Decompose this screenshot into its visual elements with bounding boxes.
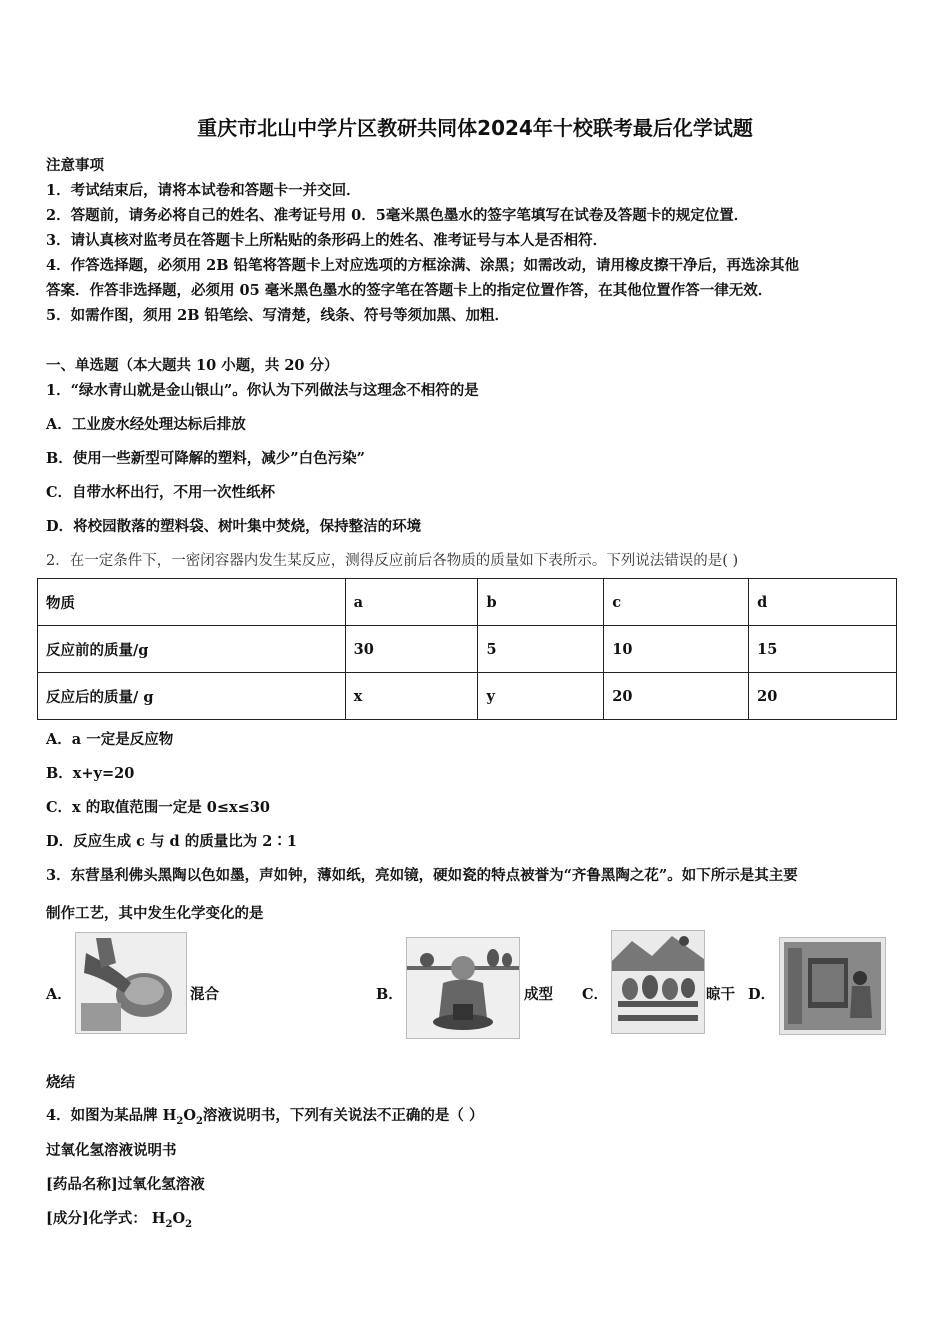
question-stem: 3．东营垦利佛头黑陶以色如墨，声如钟，薄如纸，亮如镜，硬如瓷的特点被誉为“齐鲁黑陶之花”。如下所示是其主要: [46, 867, 798, 884]
option-b: B．使用一些新型可降解的塑料，减少”白色污染”: [46, 450, 365, 467]
table-cell: 20: [604, 673, 749, 720]
leaflet-title: 过氧化氢溶液说明书: [46, 1142, 177, 1159]
option-b-label: 成型: [524, 986, 553, 1003]
table-cell: d: [749, 579, 897, 626]
option-a: A．a 一定是反应物: [46, 731, 174, 748]
leaflet-text: O: [172, 1210, 186, 1227]
q4-stem-text: O: [183, 1107, 196, 1124]
leaflet-line: [46, 1207, 192, 1230]
table-cell: a: [345, 579, 478, 626]
leaflet-line: [药品名称]过氧化氢溶液: [46, 1176, 205, 1193]
question-stem: 2．在一定条件下，一密闭容器内发生某反应，测得反应前后各物质的质量如下表所示。下列说法错误的是( ): [46, 553, 739, 569]
option-d-label: 烧结: [46, 1074, 75, 1091]
notice-item: 1．考试结束后，请将本试卷和答题卡一并交回．: [46, 182, 361, 199]
notice-item: 答案．作答非选择题，必须用 05 毫米黑色墨水的签字笔在答题卡上的指定位置作答，在其他位置作答一律无效．: [46, 282, 773, 299]
option-b: B．x+y=20: [46, 765, 135, 782]
subscript: 2: [165, 1218, 173, 1230]
leaflet-text: [成分]化学式： H: [46, 1210, 166, 1227]
notice-item: 4．作答选择题，必须用 2B 铅笔将答题卡上对应选项的方框涂满、涂黑；如需改动，请用橡皮擦干净后，再选涂其他: [46, 257, 800, 274]
table-cell: 20: [749, 673, 897, 720]
table-cell: 15: [749, 626, 897, 673]
option-a-label: 混合: [190, 986, 219, 1003]
table-cell: 反应前的质量/g: [38, 626, 346, 673]
option-c: C．自带水杯出行，不用一次性纸杯: [46, 484, 276, 501]
q4-stem-text: 4．如图为某品牌 H: [46, 1107, 177, 1124]
table-cell: b: [478, 579, 604, 626]
option-d-letter: D．: [748, 986, 776, 1003]
table-row: [38, 579, 897, 626]
table-cell: 反应后的质量/ g: [38, 673, 346, 720]
pottery-kiln-image: [779, 937, 886, 1035]
table-row: [38, 673, 897, 720]
subscript: 2: [185, 1218, 193, 1230]
table-cell: x: [345, 673, 478, 720]
notice-item: 2．答题前，请务必将自己的姓名、准考证号用 0．5毫米黑色墨水的签字笔填写在试卷及答题卡的规定位置．: [46, 207, 749, 224]
option-c-label: 晾干: [706, 986, 735, 1003]
notice-heading: 注意事项: [46, 157, 104, 174]
table-cell: y: [478, 673, 604, 720]
option-c-letter: C．: [582, 986, 609, 1003]
table-cell: 5: [478, 626, 604, 673]
mass-table: [37, 578, 897, 720]
table-cell: 物质: [38, 579, 346, 626]
option-a: A．工业废水经处理达标后排放: [46, 416, 246, 433]
page-title: 重庆市北山中学片区教研共同体2024年十校联考最后化学试题: [197, 116, 753, 140]
table-cell: c: [604, 579, 749, 626]
question-stem: [46, 1104, 483, 1127]
table-cell: 30: [345, 626, 478, 673]
q4-stem-text: 溶液说明书，下列有关说法不正确的是（ ）: [202, 1107, 484, 1124]
option-d: D．反应生成 c 与 d 的质量比为 2∶1: [46, 833, 297, 850]
section-heading: 一、单选题（本大题共 10 小题，共 20 分）: [46, 357, 339, 374]
option-d: D．将校园散落的塑料袋、树叶集中焚烧，保持整洁的环境: [46, 518, 422, 535]
option-a-letter: A．: [46, 986, 72, 1003]
subscript: 2: [195, 1115, 203, 1127]
table-cell: 10: [604, 626, 749, 673]
option-b-letter: B．: [376, 986, 403, 1003]
question-stem: 制作工艺，其中发生化学变化的是: [46, 905, 264, 922]
pottery-drying-image: [611, 930, 705, 1034]
option-c: C．x 的取值范围一定是 0≤x≤30: [46, 799, 270, 816]
table-row: [38, 626, 897, 673]
subscript: 2: [176, 1115, 184, 1127]
pottery-mixing-image: [75, 932, 187, 1034]
notice-item: 5．如需作图，须用 2B 铅笔绘、写清楚，线条、符号等须加黑、加粗．: [46, 307, 510, 324]
notice-item: 3．请认真核对监考员在答题卡上所粘贴的条形码上的姓名、准考证号与本人是否相符．: [46, 232, 608, 249]
question-stem: 1．“绿水青山就是金山银山”。你认为下列做法与这理念不相符的是: [46, 382, 479, 399]
pottery-shaping-image: [406, 937, 520, 1039]
